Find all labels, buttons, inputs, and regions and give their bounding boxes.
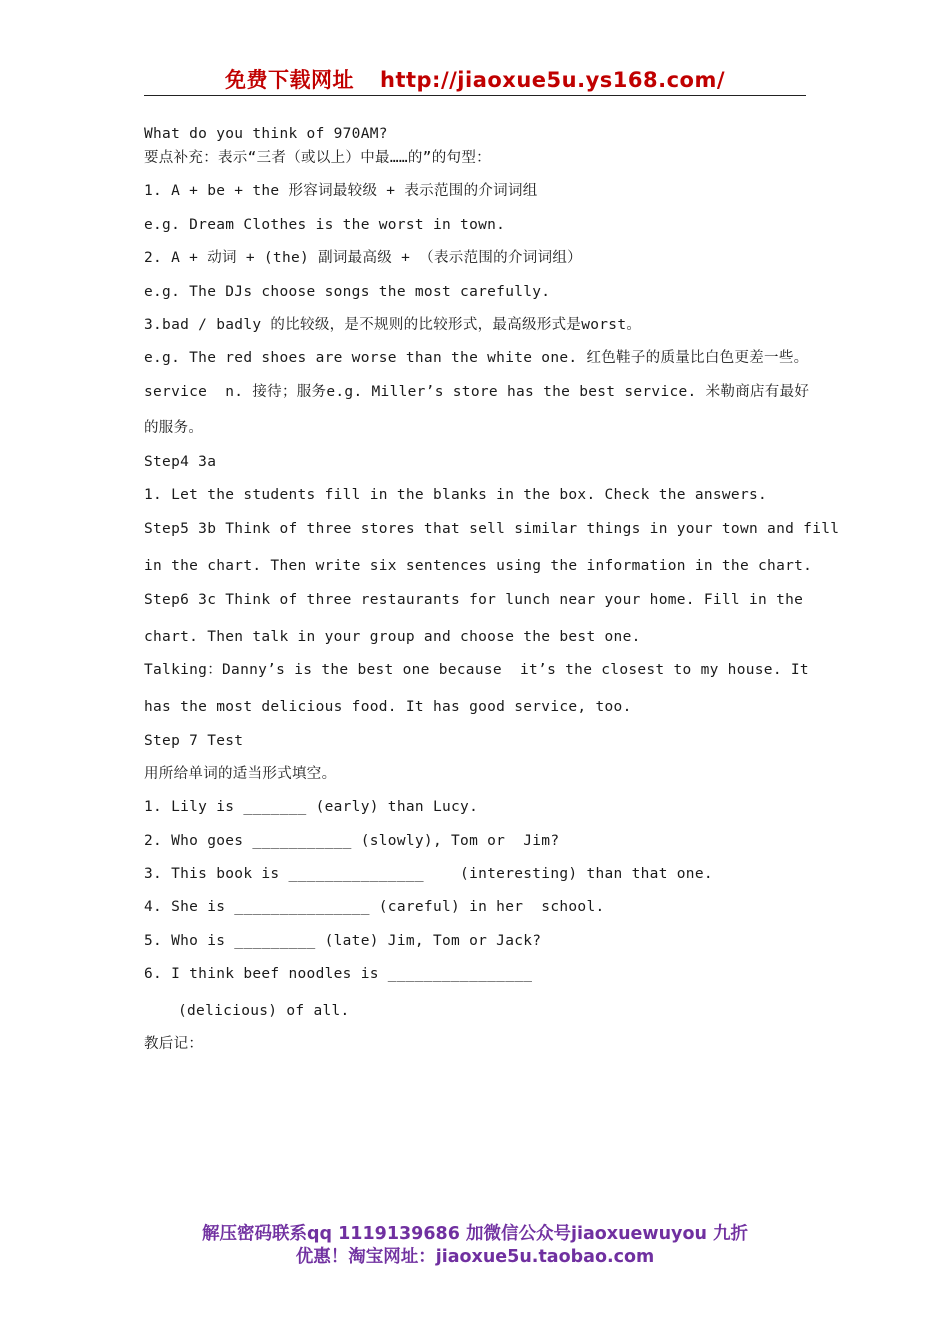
text-line: 要点补充：表示“三者（或以上）中最……的”的句型： [144, 150, 491, 166]
text-line: e.g. Dream Clothes is the worst in town. [144, 217, 506, 233]
text-line: 1. Let the students fill in the blanks in the box. Check the answers. [144, 487, 768, 503]
text-line: 3.bad / badly 的比较级，是不规则的比较形式，最高级形式是worst。 [144, 317, 642, 333]
exercise-item: 3. This book is _______________ (interesting) than that one. [144, 866, 713, 882]
text-line: 教后记： [144, 1036, 204, 1052]
text-line: chart. Then talk in your group and choose the best one. [144, 629, 641, 645]
text-line: 1. A + be + the 形容词最较级 + 表示范围的介词词组 [144, 183, 538, 199]
step-heading: Step4 3a [144, 454, 217, 470]
exercise-item: 1. Lily is _______ (early) than Lucy. [144, 799, 479, 815]
text-line: 2. A + 动词 + (the) 副词最高级 + （表示范围的介词词组） [144, 250, 582, 266]
text-line: 的服务。 [144, 420, 204, 436]
exercise-item: 5. Who is _________ (late) Jim, Tom or Jack? [144, 933, 542, 949]
text-line: has the most delicious food. It has good service, too. [144, 699, 632, 715]
text-line: 用所给单词的适当形式填空。 [144, 766, 337, 782]
text-line: e.g. The DJs choose songs the most carefully. [144, 284, 551, 300]
header-site-label: 免费下载网址 [225, 68, 354, 92]
exercise-item: 2. Who goes ___________ (slowly), Tom or Jim? [144, 833, 560, 849]
step-heading: Step6 3c Think of three restaurants for lunch near your home. Fill in the [144, 592, 804, 608]
step-heading: Step 7 Test [144, 733, 244, 749]
exercise-item-continuation: (delicious) of all. [178, 1003, 350, 1019]
step-heading: Step5 3b Think of three stores that sell similar things in your town and fill [144, 521, 840, 537]
footer-contact: 解压密码联系qq 1119139686 加微信公众号jiaoxuewuyou 九折 [201, 1224, 749, 1244]
header-site-url[interactable]: http://jiaoxue5u.ys168.com/ [380, 68, 725, 92]
footer-shop-link[interactable]: 优惠！淘宝网址：jiaoxue5u.taobao.com [295, 1247, 655, 1267]
text-line: service n. 接待；服务e.g. Miller’s store has the best service. 米勒商店有最好 [144, 384, 810, 400]
exercise-item: 4. She is _______________ (careful) in her school. [144, 899, 605, 915]
exercise-item: 6. I think beef noodles is ________________ [144, 966, 533, 982]
text-line: What do you think of 970AM? [144, 126, 388, 142]
text-line: in the chart. Then write six sentences using the information in the chart. [144, 558, 813, 574]
text-line: e.g. The red shoes are worse than the white one. 红色鞋子的质量比白色更差一些。 [144, 350, 809, 366]
text-line: Talking：Danny’s is the best one because it’s the closest to my house. It [144, 662, 809, 678]
